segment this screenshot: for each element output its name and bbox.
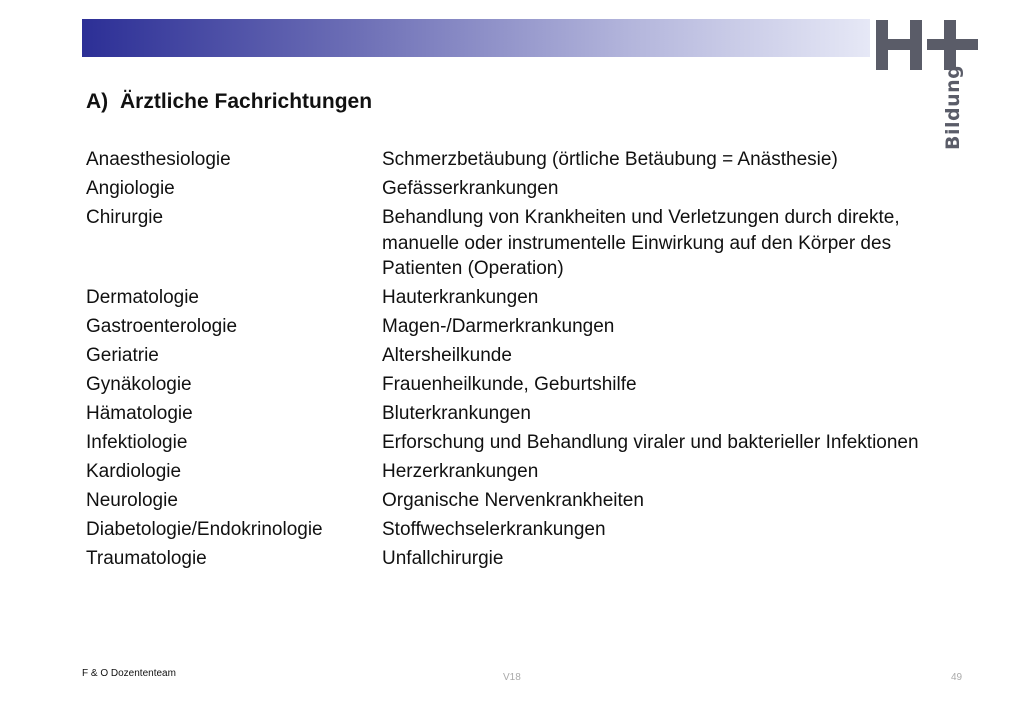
specialty-description: Altersheilkunde xyxy=(382,345,512,366)
specialty-description: Bluterkrankungen xyxy=(382,403,531,424)
list-item xyxy=(86,372,926,398)
list-item xyxy=(86,205,926,282)
logo-subtitle: Bildung xyxy=(942,64,964,150)
specialty-description: Hauterkrankungen xyxy=(382,287,539,308)
specialty-description: Herzerkrankungen xyxy=(382,461,539,482)
hplus-logo-icon xyxy=(876,20,980,72)
specialty-description: Unfallchirurgie xyxy=(382,548,504,569)
specialty-term: Chirurgie xyxy=(86,207,164,228)
hplus-logo xyxy=(876,20,980,150)
specialty-term: Anaesthesiologie xyxy=(86,149,231,170)
list-item xyxy=(86,430,926,456)
page-title xyxy=(86,90,372,114)
specialty-description: Schmerzbetäubung (örtliche Betäubung = Anästhesie) xyxy=(382,149,838,170)
specialty-description: Behandlung von Krankheiten und Verletzungen durch direkte, manuelle oder instrumentelle Einwirkung auf den Körper des Patienten (Operation) xyxy=(382,207,900,279)
list-item xyxy=(86,517,926,543)
list-item xyxy=(86,401,926,427)
specialty-description: Erforschung und Behandlung viraler und bakterieller Infektionen xyxy=(382,432,919,453)
specialty-term: Dermatologie xyxy=(86,287,199,308)
list-item xyxy=(86,314,926,340)
specialty-description: Frauenheilkunde, Geburtshilfe xyxy=(382,374,637,395)
list-item xyxy=(86,488,926,514)
specialty-term: Neurologie xyxy=(86,490,178,511)
footer-author: F & O Dozententeam xyxy=(82,668,176,679)
specialty-term: Hämatologie xyxy=(86,403,193,424)
list-item xyxy=(86,176,926,202)
specialty-description: Organische Nervenkrankheiten xyxy=(382,490,644,511)
section-number: A) xyxy=(86,90,109,113)
footer-version: V18 xyxy=(503,672,521,683)
specialty-term: Diabetologie/Endokrinologie xyxy=(86,519,323,540)
list-item xyxy=(86,285,926,311)
header-gradient-band xyxy=(82,19,870,57)
specialty-term: Infektiologie xyxy=(86,432,188,453)
specialty-description: Magen-/Darmerkrankungen xyxy=(382,316,615,337)
footer-page-number: 49 xyxy=(951,672,963,683)
list-item xyxy=(86,546,926,572)
specialty-term: Angiologie xyxy=(86,178,175,199)
specialty-term: Geriatrie xyxy=(86,345,159,366)
specialties-list xyxy=(86,147,926,575)
specialty-term: Traumatologie xyxy=(86,548,207,569)
specialty-description: Gefässerkrankungen xyxy=(382,178,559,199)
list-item xyxy=(86,459,926,485)
section-title-text: Ärztliche Fachrichtungen xyxy=(120,90,373,113)
specialty-term: Gastroenterologie xyxy=(86,316,238,337)
specialty-term: Gynäkologie xyxy=(86,374,192,395)
list-item xyxy=(86,343,926,369)
specialty-term: Kardiologie xyxy=(86,461,182,482)
list-item xyxy=(86,147,926,173)
specialty-description: Stoffwechselerkrankungen xyxy=(382,519,606,540)
